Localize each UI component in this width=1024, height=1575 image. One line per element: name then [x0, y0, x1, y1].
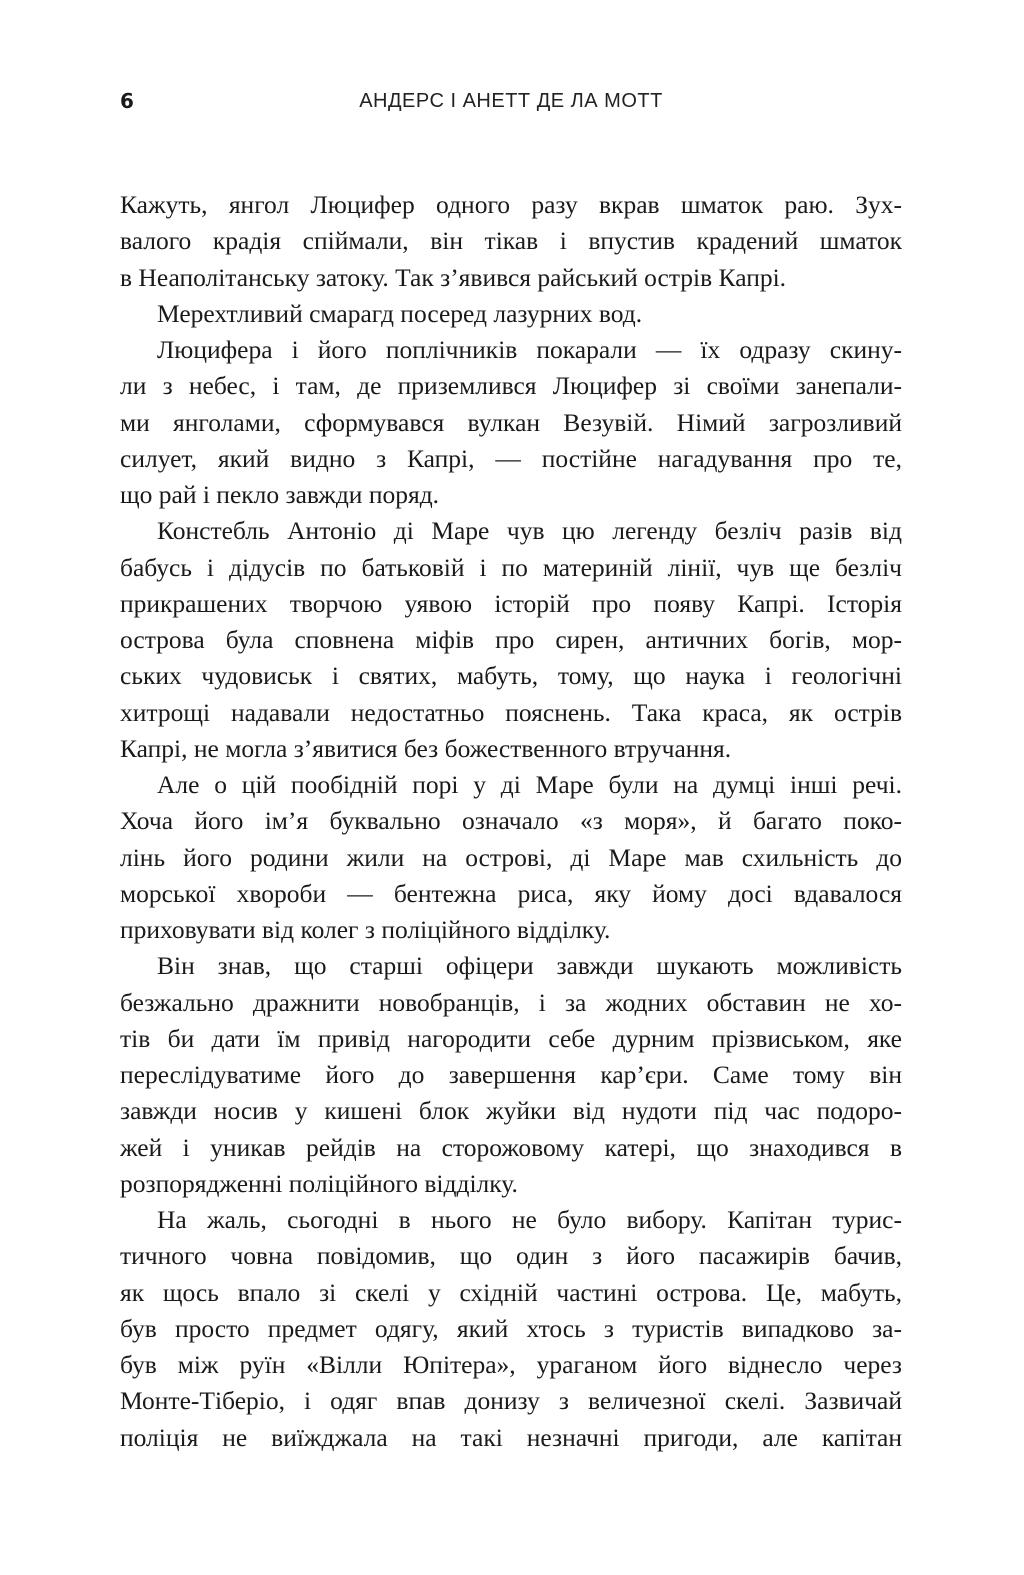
text-line: тів би дати їм привід нагородити себе дурним прізвиськом, яке — [120, 1023, 902, 1053]
text-line: Але о цій пообідній порі у ді Маре були на думці інші речі. — [157, 770, 902, 799]
text-line: На жаль, сьогодні в нього не було вибору. Капітан турис- — [157, 1205, 902, 1234]
text-line: хитрощі надавали недостатньо пояснень. Така краса, як острів — [120, 697, 902, 727]
text-line: безжально дражнити новобранців, і за жодних обставин не хо- — [120, 987, 902, 1017]
text-line: ми янголами, сформувався вулкан Везувій. Німий загрозливий — [120, 407, 902, 437]
text-line: переслідуватиме його до завершення кар’єри. Саме тому він — [120, 1060, 902, 1089]
body-text — [120, 187, 902, 1456]
text-line: морської хвороби — бентежна риса, яку йому досі вдавалося — [120, 878, 902, 908]
text-line: Монте-Тіберіо, і одяг впав донизу з величезної скелі. Зазвичай — [120, 1386, 902, 1416]
text-line: був просто предмет одягу, який хтось з туристів випадково за- — [120, 1313, 902, 1343]
text-line: тичного човна повідомив, що один з його пасажирів бачив, — [120, 1241, 902, 1271]
text-line: завжди носив у кишені блок жуйки від нудоти під час подоро- — [120, 1096, 902, 1126]
text-line: ських чудовиськ і святих, мабуть, тому, що наука і геологічні — [120, 661, 902, 691]
page-header — [120, 84, 902, 118]
running-title: АНДЕРС І АНЕТТ ДЕ ЛА МОТТ — [359, 90, 663, 112]
text-line: острова була сповнена міфів про сирен, античних богів, мор- — [120, 625, 902, 654]
text-line: прикрашених творчою уявою історій про появу Капрі. Історія — [120, 588, 902, 618]
text-line: валого крадія спіймали, він тікав і впустив крадений шматок — [120, 226, 902, 256]
text-line: ли з небес, і там, де приземлився Люцифер зі своїми занепали- — [120, 371, 902, 401]
text-line: поліція не виїжджала на такі незначні пригоди, але капітан — [120, 1422, 902, 1452]
text-line: силует, який видно з Капрі, — постійне нагадування про те, — [120, 443, 902, 473]
text-line: Він знав, що старші офіцери завжди шукають можливість — [157, 951, 902, 981]
text-line: лінь його родини жили на острові, ді Маре мав схильність до — [120, 842, 902, 872]
text-line: приховувати від колег з поліційного відділку. — [120, 915, 611, 944]
text-line: Кажуть, янгол Люцифер одного разу вкрав шматок раю. Зух- — [120, 190, 902, 219]
text-line: бабусь і дідусів по батьковій і по материній лінії, чув ще безліч — [120, 552, 902, 582]
text-line: був між руїн «Вілли Юпітера», ураганом його віднесло через — [120, 1350, 902, 1379]
text-line: Капрі, не могла з’явитися без божественного втручання. — [120, 733, 732, 763]
text-line: в Неаполітанську затоку. Так з’явився райський острів Капрі. — [120, 262, 787, 292]
text-line: Констебль Антоніо ді Маре чув цю легенду безліч разів від — [157, 516, 902, 546]
text-line: Мерехтливий смарагд посеред лазурних вод. — [157, 298, 643, 328]
text-line: Хоча його ім’я буквально означало «з моря», й багато поко- — [120, 806, 902, 836]
text-line: Люцифера і його поплічників покарали — їх одразу скину- — [157, 335, 902, 364]
text-line: розпорядженні поліційного відділку. — [120, 1168, 518, 1198]
page-number: 6 — [120, 89, 134, 113]
text-line: як щось впало зі скелі у східній частині острова. Це, мабуть, — [120, 1277, 902, 1307]
text-line: що рай і пекло завжди поряд. — [120, 480, 440, 509]
text-line: жей і уникав рейдів на сторожовому катері, що знаходився в — [120, 1132, 902, 1162]
